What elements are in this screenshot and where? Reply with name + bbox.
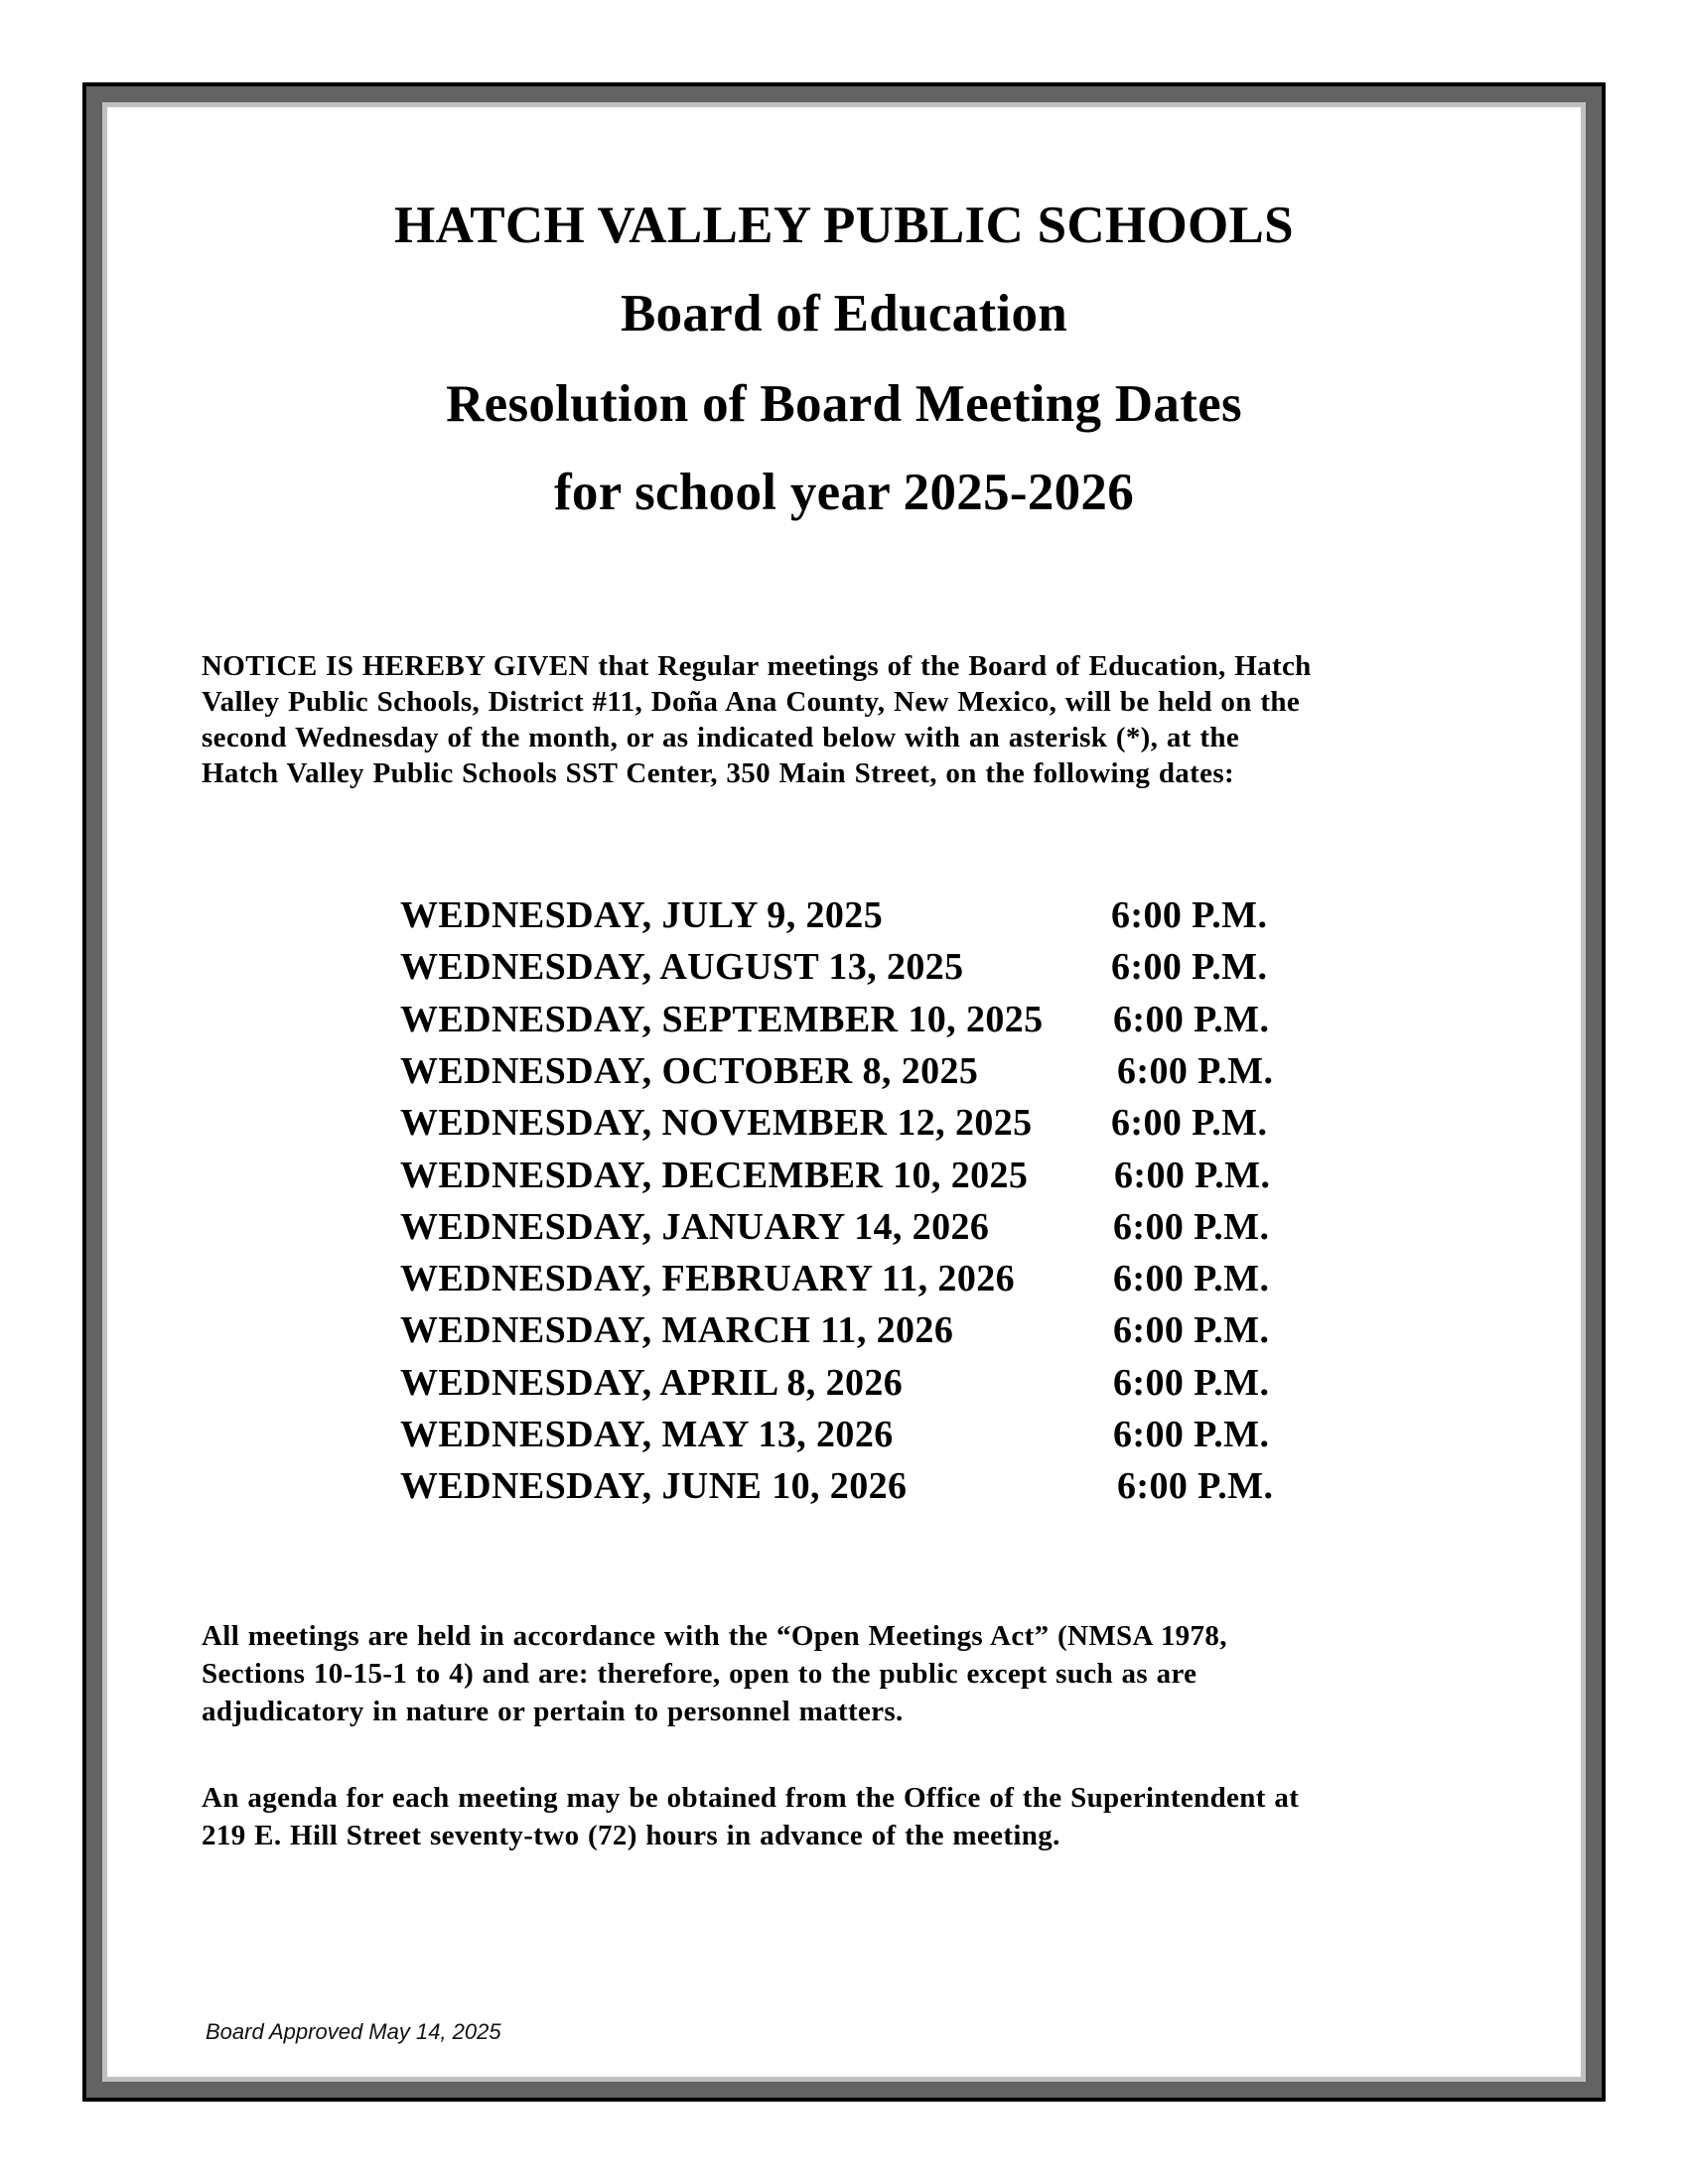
meeting-row [400, 1104, 1294, 1156]
meeting-time: 6:00 P.M. [1113, 1206, 1270, 1248]
notice-line: Hatch Valley Public Schools SST Center, 350 Main Street, on the following dates: [202, 757, 1235, 789]
meeting-date: WEDNESDAY, DECEMBER 10, 2025 [400, 1155, 1029, 1196]
board-title: Board of Education [620, 285, 1068, 342]
school-year-title: for school year 2025-2026 [553, 464, 1135, 521]
notice-line: Valley Public Schools, District #11, Doña Ana County, New Mexico, will be held on the [202, 686, 1301, 718]
meeting-row [400, 1311, 1294, 1363]
meeting-date: WEDNESDAY, JULY 9, 2025 [400, 894, 884, 936]
open-meetings-line: adjudicatory in nature or pertain to personnel matters. [202, 1696, 904, 1727]
meeting-time: 6:00 P.M. [1114, 1155, 1271, 1196]
meeting-row [400, 1416, 1294, 1467]
open-meetings-line: Sections 10-15-1 to 4) and are: therefore, open to the public except such as are [202, 1658, 1197, 1690]
district-title: HATCH VALLEY PUBLIC SCHOOLS [394, 197, 1294, 254]
open-meetings-line: All meetings are held in accordance with the “Open Meetings Act” (NMSA 1978, [202, 1620, 1227, 1652]
meeting-date: WEDNESDAY, AUGUST 13, 2025 [400, 946, 964, 988]
meeting-time: 6:00 P.M. [1117, 1050, 1274, 1092]
meeting-time: 6:00 P.M. [1111, 946, 1268, 988]
meeting-time: 6:00 P.M. [1111, 894, 1268, 936]
meeting-date: WEDNESDAY, APRIL 8, 2026 [400, 1362, 904, 1404]
meeting-row [400, 896, 1294, 948]
meeting-date: WEDNESDAY, FEBRUARY 11, 2026 [400, 1258, 1016, 1299]
meeting-date: WEDNESDAY, SEPTEMBER 10, 2025 [400, 999, 1044, 1040]
meeting-row [400, 948, 1294, 1000]
notice-line: second Wednesday of the month, or as indicated below with an asterisk (*), at the [202, 722, 1240, 753]
meeting-time: 6:00 P.M. [1113, 1258, 1270, 1299]
meeting-date: WEDNESDAY, JANUARY 14, 2026 [400, 1206, 990, 1248]
meeting-time: 6:00 P.M. [1113, 1362, 1270, 1404]
meeting-row [400, 1260, 1294, 1311]
resolution-title: Resolution of Board Meeting Dates [446, 375, 1242, 433]
meeting-row [400, 1467, 1294, 1519]
meeting-date: WEDNESDAY, NOVEMBER 12, 2025 [400, 1102, 1033, 1144]
agenda-line: 219 E. Hill Street seventy-two (72) hours in advance of the meeting. [202, 1820, 1060, 1851]
meeting-date: WEDNESDAY, MARCH 11, 2026 [400, 1309, 954, 1351]
meeting-time: 6:00 P.M. [1113, 999, 1270, 1040]
notice-line: NOTICE IS HEREBY GIVEN that Regular meetings of the Board of Education, Hatch [202, 650, 1312, 682]
board-approved-note: Board Approved May 14, 2025 [206, 2019, 501, 2044]
meeting-row [400, 1208, 1294, 1260]
meeting-date: WEDNESDAY, MAY 13, 2026 [400, 1414, 894, 1455]
meeting-time: 6:00 P.M. [1113, 1309, 1270, 1351]
meeting-row [400, 1364, 1294, 1416]
meeting-time: 6:00 P.M. [1111, 1102, 1268, 1144]
meeting-time: 6:00 P.M. [1113, 1414, 1270, 1455]
meeting-date: WEDNESDAY, JUNE 10, 2026 [400, 1465, 908, 1507]
meeting-time: 6:00 P.M. [1117, 1465, 1274, 1507]
meeting-row [400, 1157, 1294, 1208]
meeting-row [400, 1001, 1294, 1052]
meeting-row [400, 1052, 1294, 1104]
meeting-date: WEDNESDAY, OCTOBER 8, 2025 [400, 1050, 979, 1092]
agenda-line: An agenda for each meeting may be obtained from the Office of the Superintendent at [202, 1782, 1300, 1814]
